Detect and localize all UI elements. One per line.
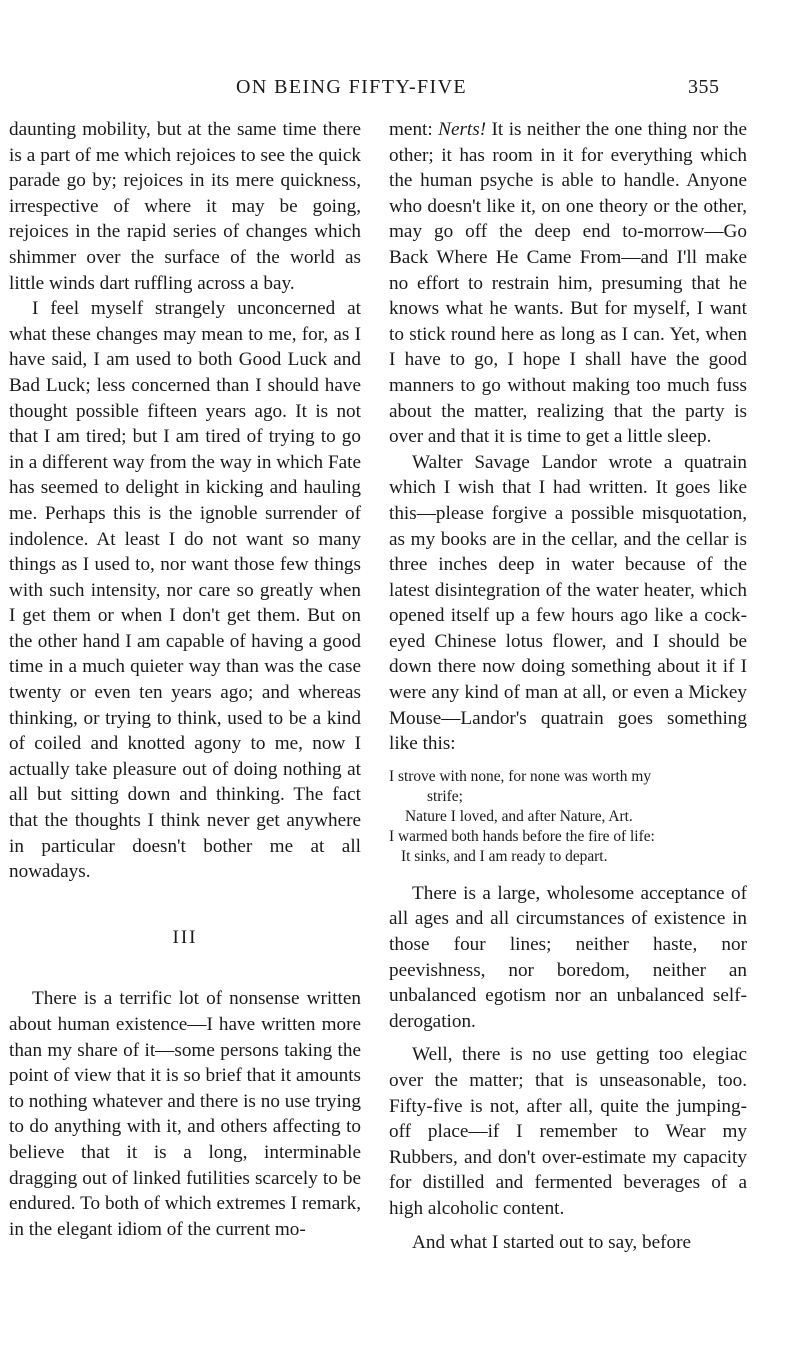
right-column	[389, 117, 747, 1255]
poem-line: Nature I loved, and after Nature, Art.	[405, 807, 633, 825]
section-heading: III	[172, 926, 198, 948]
paragraph	[389, 117, 747, 450]
paragraph: Walter Savage Landor wrote a quatrain which I wish that I had written. It goes like this—please forgive a possible misquotation, as my books are in the cellar, and the cellar is three inches deep in water because of the latest disintegration of the water heater, which opened itself up a few hours ago like a cock-eyed Chinese lotus flower, and I should be down there now doing something about it if I were any kind of man at all, or even a Mickey Mouse—Landor's quatrain goes something like this:	[389, 451, 747, 755]
paragraph: Well, there is no use getting too elegiac over the matter; that is unseasonable, too. Fifty-five is not, after all, quite the jumping-off place—if I remember to Wear my Rubbers, and don't over-estimate my capacity for distilled and fermented beverages of a high alcoholic content.	[389, 1044, 747, 1219]
paragraph: There is a large, wholesome acceptance of all ages and all circumstances of existence in those four lines; neither haste, nor peevishness, nor boredom, neither an unbalanced egotism nor an unbalanced self-derogation.	[389, 882, 747, 1032]
paragraph: And what I started out to say, before	[412, 1231, 692, 1253]
page-header	[0, 76, 800, 106]
poem-line: It sinks, and I am ready to depart.	[401, 847, 608, 865]
poem-line: I strove with none, for none was worth my	[389, 767, 652, 785]
italic-interjection: Nerts!	[438, 119, 487, 140]
left-column	[9, 117, 361, 1242]
paragraph: I feel myself strangely unconcerned at what these changes may mean to me, for, as I have said, I am used to both Good Luck and Bad Luck; less concerned than I should have thought possible fifteen years ago. It is not that I am tired; but I am tired of trying to go in a different way from the way in which Fate has seemed to delight in kicking and hauling me. Perhaps this is the ignoble surrender of indolence. At least I do not want so many things as I used to, nor want those few things with such intensity, nor care so greatly when I get them or when I don't get them. But on the other hand I am capable of having a good time in a much quieter way than was the case twenty or even ten years ago; and whereas thinking, or trying to think, used to be a kind of coiled and knotted agony to me, now I actually take pleasure out of doing nothing at all but sitting down and thinking. The fact that the thoughts I think never get anywhere in particular doesn't bother me at all nowadays.	[9, 298, 361, 883]
quatrain	[389, 767, 747, 867]
paragraph-rest: It is neither the one thing nor the other; it has room in it for everything which the human psyche is able to handle. Anyone who doesn't like it, on one theory or the other, may go off the deep end to-morrow—Go Back Where He Came From—and I'll make no effort to restrain him, presuming that he knows what he wants. But for myself, I want to stick round here as long as I can. Yet, when I have to go, I hope I shall have the good manners to go without making too much fuss about the matter, realizing that the party is over and that it is time to get a little sleep.	[389, 119, 747, 448]
poem-line: I warmed both hands before the fire of life:	[389, 827, 655, 845]
paragraph: There is a terrific lot of nonsense written about human existence—I have written more than my share of it—some persons taking the point of view that it is so brief that it amounts to nothing whatever and there is no use trying to do anything with it, and others affecting to believe that it is a long, interminable dragging out of linked futilities scarcely to be endured. To both of which extremes I remark, in the elegant idiom of the current mo-	[9, 988, 361, 1240]
page-number: 355	[688, 76, 720, 98]
poem-line-continuation: strife;	[427, 787, 463, 805]
paragraph-lead: ment:	[389, 119, 439, 140]
paragraph: daunting mobility, but at the same time there is a part of me which rejoices to see the quick parade go by; rejoices in its mere quickness, irrespective of where it may be going, rejoices in the rapid series of changes which shimmer over the surface of the world as little winds dart ruffling across a bay.	[9, 119, 361, 294]
running-title: ON BEING FIFTY-FIVE	[236, 76, 468, 98]
